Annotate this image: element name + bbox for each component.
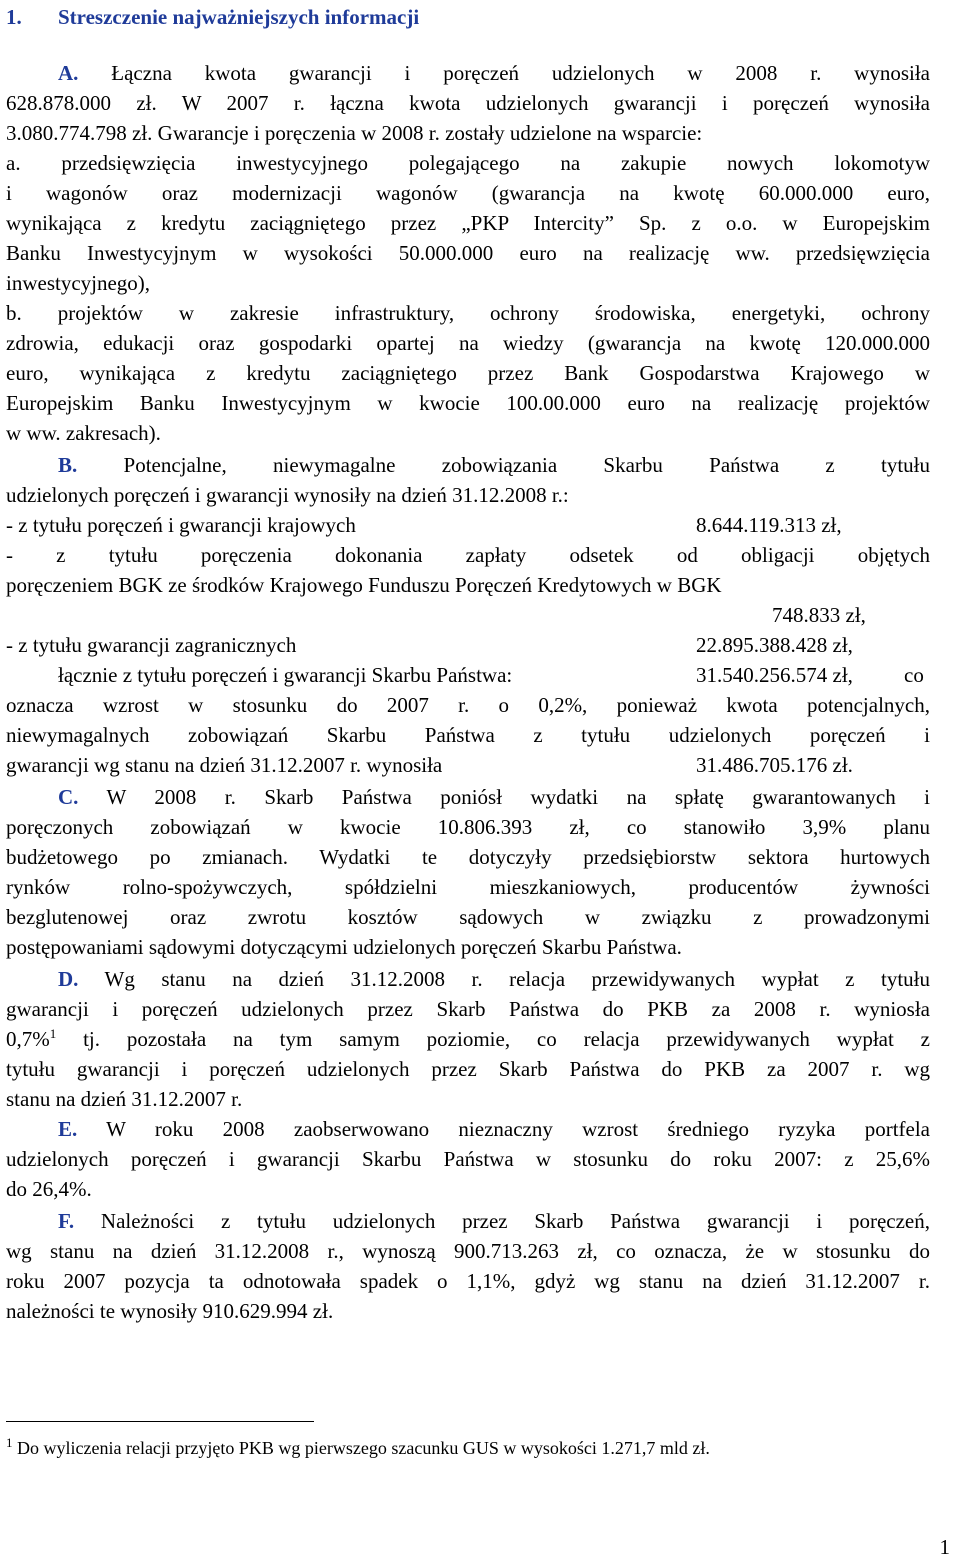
section-d-line-4: tytułu gwarancji i poręczeń udzielonych przez Skarb Państwa do PKB za 2007 r. wg	[6, 1057, 930, 1081]
section-d-line-5: stanu na dzień 31.12.2007 r.	[6, 1087, 243, 1111]
section-d-line-1	[58, 964, 930, 994]
section-e-line-3: do 26,4%.	[6, 1177, 92, 1201]
section-a-item-b-1: b. projektów w zakresie infrastruktury, ochrony środowiska, energetyki, ochrony	[6, 301, 930, 325]
section-a-item-b-5: w ww. zakresach).	[6, 421, 161, 445]
section-a-item-b-2: zdrowia, edukacji oraz gospodarki opartej na wiedzy (gwarancja na kwotę 120.000.000	[6, 331, 930, 355]
section-b-row-2: - z tytułu poręczenia dokonania zapłaty odsetek od obligacji objętych	[6, 543, 930, 567]
section-a-line-1	[58, 58, 930, 88]
section-e-letter: E.	[58, 1117, 78, 1141]
section-d-text: tj. pozostała na tym samym poziomie, co relacja przewidywanych wypłat z	[56, 1027, 930, 1051]
row-label: - z tytułu poręczeń i gwarancji krajowych	[6, 513, 356, 537]
section-e-line-2: udzielonych poręczeń i gwarancji Skarbu Państwa w stosunku do roku 2007: z 25,6%	[6, 1147, 930, 1171]
section-c-letter: C.	[58, 785, 79, 809]
section-b-line-1	[58, 450, 930, 480]
section-a-item-a-2: i wagonów oraz modernizacji wagonów (gwarancja na kwotę 60.000.000 euro,	[6, 181, 930, 205]
footnote-mark: 1	[6, 1435, 13, 1450]
section-a-text: Łączna kwota gwarancji i poręczeń udzielonych w 2008 r. wynosiła	[111, 61, 930, 85]
section-f-text: Należności z tytułu udzielonych przez Skarb Państwa gwarancji i poręczeń,	[100, 1209, 930, 1233]
section-f-line-3: roku 2007 pozycja ta odnotowała spadek o 1,1%, gdyż wg stanu na dzień 31.12.2007 r.	[6, 1269, 930, 1293]
section-c-line-6: postępowaniami sądowymi dotyczącymi udzielonych poręczeń Skarbu Państwa.	[6, 935, 682, 959]
section-e-text: W roku 2008 zaobserwowano nieznaczny wzrost średniego ryzyka portfela	[106, 1117, 930, 1141]
section-b-line-5	[6, 750, 930, 780]
section-c-line-5: bezglutenowej oraz zwrotu kosztów sądowych w związku z prowadzonymi	[6, 905, 930, 929]
footnote	[6, 1436, 710, 1460]
section-c-line-1	[58, 782, 930, 812]
section-f-letter: F.	[58, 1209, 75, 1233]
row-label: gwarancji wg stanu na dzień 31.12.2007 r. wynosiła	[6, 753, 443, 777]
total-amount: 31.540.256.574 zł,	[696, 663, 853, 687]
section-b-total	[6, 660, 930, 690]
section-d-letter: D.	[58, 967, 79, 991]
section-a-line-3: 3.080.774.798 zł. Gwarancje i poręczenia w 2008 r. zostały udzielone na wsparcie:	[6, 121, 703, 145]
section-f-line-2: wg stanu na dzień 31.12.2008 r., wynoszą 900.713.263 zł, co oznacza, że w stosunku do	[6, 1239, 930, 1263]
section-a-item-b-4: Europejskim Banku Inwestycyjnym w kwocie 100.00.000 euro na realizację projektów	[6, 391, 930, 415]
section-d-text: Wg stanu na dzień 31.12.2008 r. relacja przewidywanych wypłat z tytułu	[104, 967, 930, 991]
section-b-row-1	[6, 510, 930, 540]
section-c-line-4: rynków rolno-spożywczych, spółdzielni mieszkaniowych, producentów żywności	[6, 875, 930, 899]
section-a-line-2: 628.878.000 zł. W 2007 r. łączna kwota udzielonych gwarancji i poręczeń wynosiła	[6, 91, 930, 115]
section-b-line-2: udzielonych poręczeń i gwarancji wynosiły na dzień 31.12.2008 r.:	[6, 483, 569, 507]
section-d-line-2: gwarancji i poręczeń udzielonych przez Skarb Państwa do PKB za 2008 r. wyniosła	[6, 997, 930, 1021]
section-c-text: W 2008 r. Skarb Państwa poniósł wydatki na spłatę gwarantowanych i	[106, 785, 930, 809]
section-b-line-4: niewymagalnych zobowiązań Skarbu Państwa z tytułu udzielonych poręczeń i	[6, 723, 930, 747]
section-b-row-3	[6, 630, 930, 660]
section-b-letter: B.	[58, 453, 78, 477]
section-a-item-a-3: wynikająca z kredytu zaciągniętego przez „PKP Intercity” Sp. z o.o. w Europejskim	[6, 211, 930, 235]
total-tail: co	[904, 663, 924, 687]
row-amount: 31.486.705.176 zł.	[696, 753, 853, 777]
section-c-line-2: poręczonych zobowiązań w kwocie 10.806.393 zł, co stanowiło 3,9% planu	[6, 815, 930, 839]
section-a-item-a-4: Banku Inwestycyjnym w wysokości 50.000.000 euro na realizację ww. przedsięwzięcia	[6, 241, 930, 265]
section-b-text: Potencjalne, niewymagalne zobowiązania Skarbu Państwa z tytułu	[123, 453, 930, 477]
section-c-line-3: budżetowego po zmianach. Wydatki te dotyczyły przedsiębiorstw sektora hurtowych	[6, 845, 930, 869]
row-amount: 22.895.388.428 zł,	[696, 633, 853, 657]
section-d-line-3	[6, 1024, 930, 1054]
section-a-item-a-1: a. przedsięwzięcia inwestycyjnego polegającego na zakupie nowych lokomotyw	[6, 151, 930, 175]
footnote-divider	[6, 1421, 314, 1422]
footnote-ref: 1	[49, 1026, 57, 1041]
total-label: łącznie z tytułu poręczeń i gwarancji Skarbu Państwa:	[58, 663, 513, 687]
section-b-row-2-cont: poręczeniem BGK ze środków Krajowego Funduszu Poręczeń Kredytowych w BGK	[6, 573, 722, 597]
section-f-line-1	[58, 1206, 930, 1236]
row-amount: 748.833 zł,	[772, 603, 866, 627]
section-a-item-b-3: euro, wynikająca z kredytu zaciągniętego przez Bank Gospodarstwa Krajowego w	[6, 361, 930, 385]
section-a-letter: A.	[58, 61, 79, 85]
footnote-text: Do wyliczenia relacji przyjęto PKB wg pierwszego szacunku GUS w wysokości 1.271,7 mld zł.	[12, 1438, 710, 1458]
page-number: 1	[939, 1535, 950, 1559]
section-b-line-3: oznacza wzrost w stosunku do 2007 r. o 0,2%, ponieważ kwota potencjalnych,	[6, 693, 930, 717]
section-f-line-4: należności te wynosiły 910.629.994 zł.	[6, 1299, 334, 1323]
section-e-line-1	[58, 1114, 930, 1144]
page-heading: Streszczenie najważniejszych informacji	[58, 5, 420, 29]
section-b-row-2-amount-line	[6, 600, 930, 630]
heading-number: 1.	[6, 5, 22, 29]
section-a-item-a-5: inwestycyjnego),	[6, 271, 151, 295]
row-label: - z tytułu gwarancji zagranicznych	[6, 633, 297, 657]
row-amount: 8.644.119.313 zł,	[696, 513, 842, 537]
section-d-percent: 0,7%	[6, 1027, 50, 1051]
